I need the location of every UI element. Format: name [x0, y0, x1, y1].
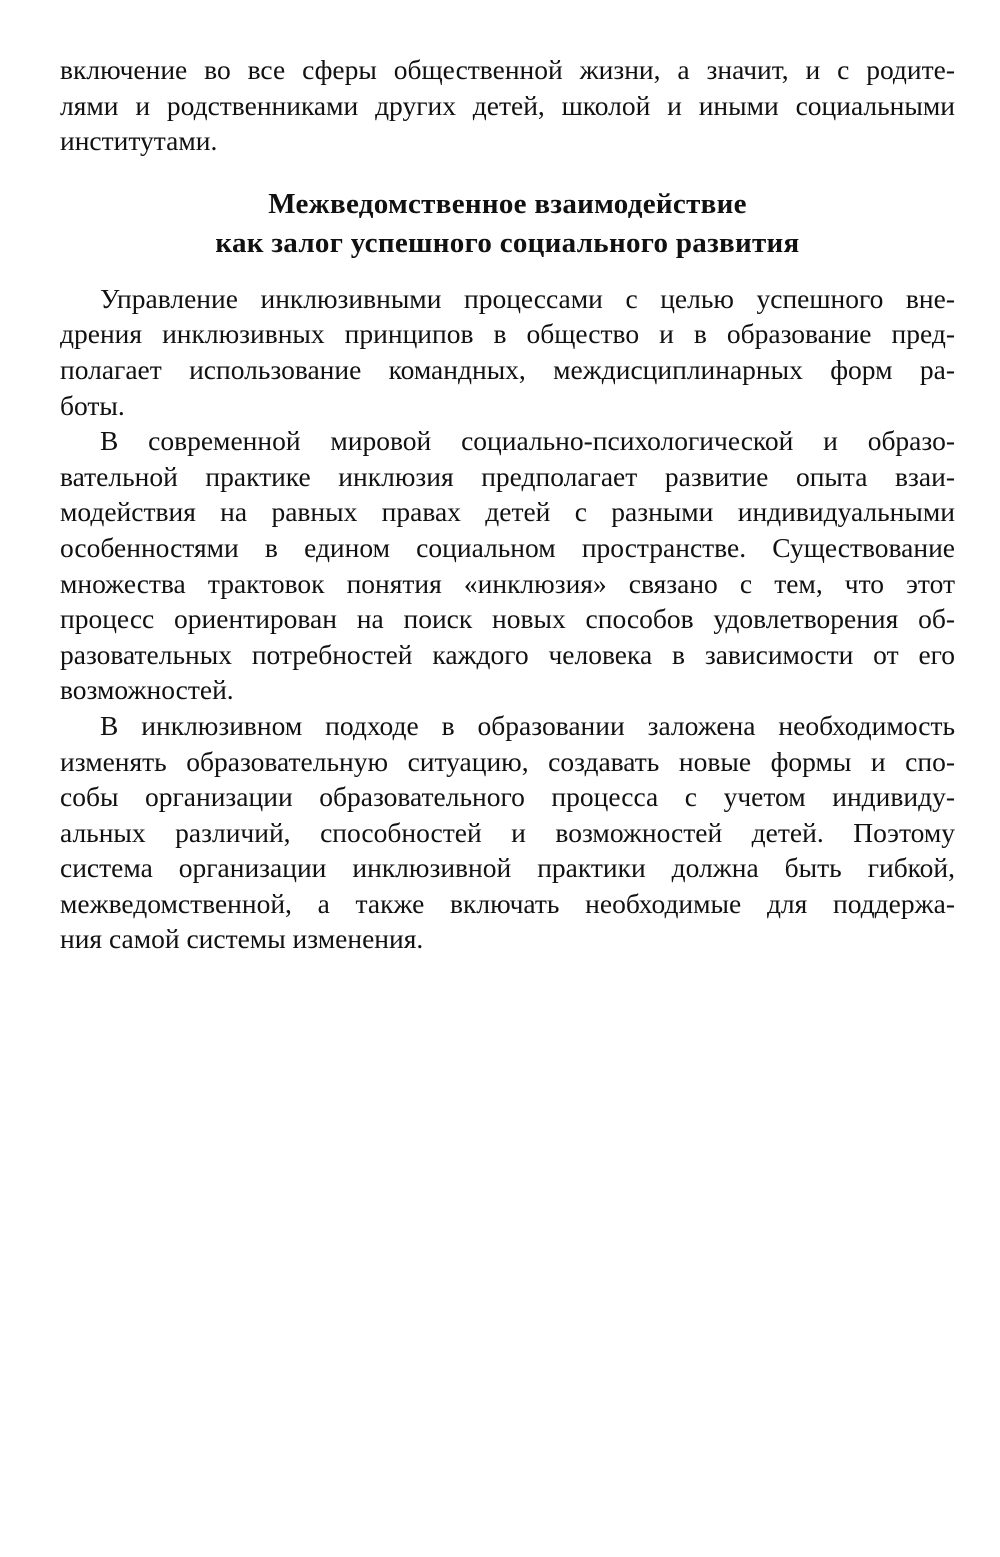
paragraph-teamwork — [60, 281, 955, 423]
text-line: ния самой системы изменения. — [60, 923, 424, 955]
section-heading — [60, 185, 955, 263]
text-line: полагает использование командных, междисциплинарных форм ра- — [60, 353, 955, 385]
paragraph-inclusive-approach — [60, 708, 955, 957]
text-line: боты. — [60, 389, 125, 421]
paragraph-inclusion-definition — [60, 423, 955, 708]
text-line: лями и родственниками других детей, школой и иными социальными — [60, 89, 955, 121]
text-line: Управление инклюзивными процессами с целью успешного вне- — [100, 282, 955, 314]
text-line: модействия на равных правах детей с разными индивидуальными — [60, 496, 955, 528]
text-line: возможностей. — [60, 674, 234, 706]
text-line: особенностями в едином социальном пространстве. Существование — [60, 531, 955, 563]
text-line: альных различий, способностей и возможностей детей. Поэтому — [60, 816, 955, 848]
text-line: включение во все сферы общественной жизни, а значит, и с родите- — [60, 54, 955, 85]
text-line: межведомственной, а также включать необходимые для поддержа- — [60, 887, 955, 919]
text-line: В инклюзивном подходе в образовании заложена необходимость — [100, 709, 955, 741]
text-line: множества трактовок понятия «инклюзия» связано с тем, что этот — [60, 567, 955, 599]
text-line: дрения инклюзивных принципов в общество и в образование пред- — [60, 318, 955, 350]
intro-paragraph — [60, 52, 955, 159]
text-line: В современной мировой социально-психологической и образо- — [100, 425, 955, 457]
text-line: вательной практике инклюзия предполагает развитие опыта взаи- — [60, 460, 955, 492]
document-page — [60, 52, 955, 957]
text-line: разовательных потребностей каждого человека в зависимости от его — [60, 638, 955, 670]
heading-line: Межведомственное взаимодействие — [268, 187, 747, 220]
text-line: собы организации образовательного процесса с учетом индивиду- — [60, 781, 955, 813]
heading-line: как залог успешного социального развития — [215, 226, 800, 259]
text-line: процесс ориентирован на поиск новых способов удовлетворения об- — [60, 603, 955, 635]
text-line: институтами. — [60, 125, 218, 157]
text-line: система организации инклюзивной практики должна быть гибкой, — [60, 852, 955, 884]
text-line: изменять образовательную ситуацию, создавать новые формы и спо- — [60, 745, 955, 777]
